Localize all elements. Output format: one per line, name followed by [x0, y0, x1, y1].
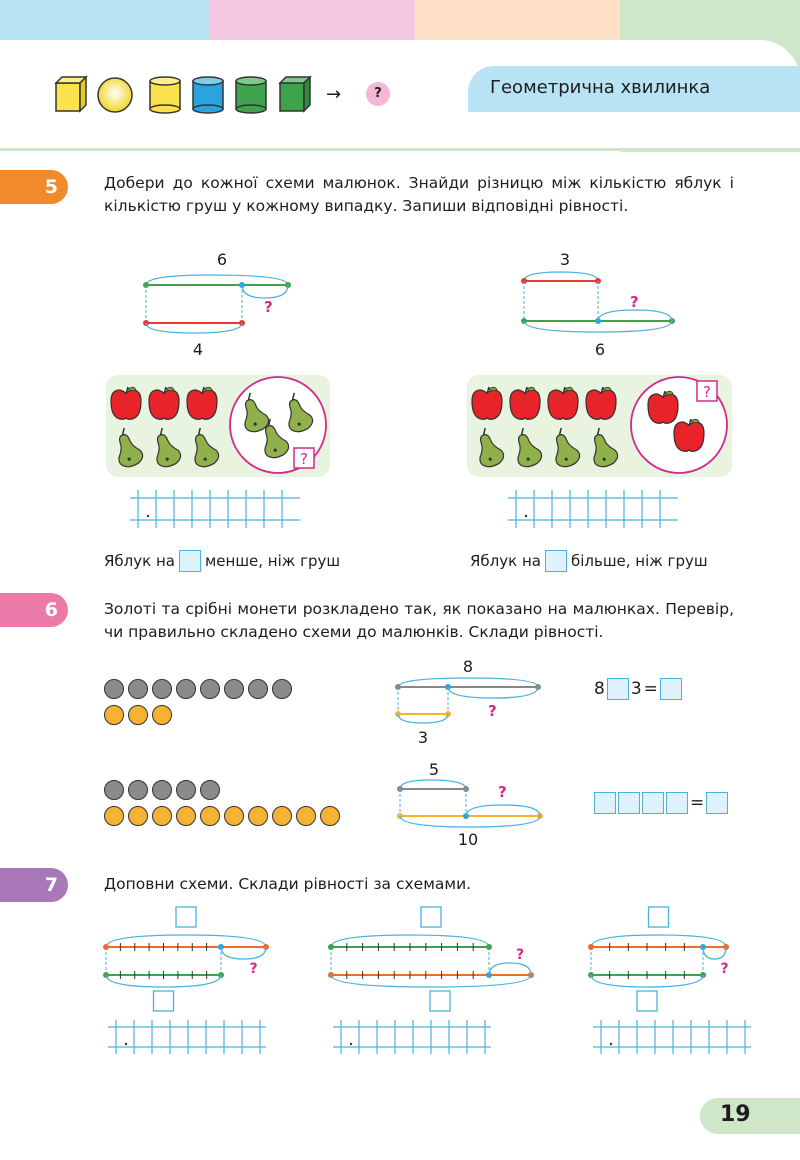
silver-coin	[128, 780, 148, 800]
gold-coin	[176, 806, 196, 826]
eq2-equals: =	[690, 793, 705, 813]
task6-row1-bottom: 3	[417, 728, 429, 747]
task7-scheme-3	[585, 905, 800, 1015]
task5-scheme-left	[130, 270, 330, 350]
cube-yellow-icon	[56, 77, 86, 111]
caption-left-start: Яблук на	[104, 552, 175, 570]
task6-row1-equation	[594, 678, 682, 700]
gold-coin	[152, 705, 172, 725]
task7-answer-grid-1[interactable]	[108, 1020, 268, 1056]
gold-coin	[128, 705, 148, 725]
gold-coin	[104, 806, 124, 826]
eq2-box-1[interactable]	[594, 792, 616, 814]
header-strip-blue	[0, 0, 210, 42]
apples-pears-left	[106, 375, 330, 477]
caption-right-answer-box[interactable]	[545, 550, 567, 572]
task6-row2-question: ?	[498, 783, 507, 801]
task7-question: ?	[249, 961, 258, 977]
gold-coin	[296, 806, 316, 826]
eq2-box-3[interactable]	[642, 792, 664, 814]
task7-question: ?	[516, 947, 525, 963]
task6-row2-gold-coins	[104, 806, 340, 826]
task5-left-box-question: ?	[300, 450, 308, 468]
task5-right-question: ?	[630, 293, 639, 311]
eq1-a: 8	[594, 679, 605, 699]
task7-text: Доповни схеми. Склади рівності за схемами.	[104, 875, 472, 893]
header-strip-pink	[210, 0, 415, 42]
task5-right-top-value: 3	[559, 250, 571, 269]
eq2-result-box[interactable]	[706, 792, 728, 814]
section-title: Геометрична хвилинка	[490, 77, 711, 98]
caption-left-answer-box[interactable]	[179, 550, 201, 572]
silver-coin	[104, 679, 124, 699]
task5-fruit-box-right	[467, 375, 732, 477]
task5-caption-right	[470, 550, 708, 572]
silver-coin	[248, 679, 268, 699]
header-divider	[0, 148, 800, 151]
eq1-equals: =	[643, 679, 658, 699]
silver-coin	[176, 780, 196, 800]
silver-coin	[200, 780, 220, 800]
cylinder-blue-icon	[193, 77, 223, 113]
task6-row2-silver-coins	[104, 780, 220, 800]
task5-answer-grid-right[interactable]	[508, 490, 683, 530]
cylinder-green-icon	[236, 77, 266, 113]
task6-scheme-row2	[390, 778, 560, 838]
task7-bottom-box	[430, 991, 450, 1011]
task6-row2-bottom: 10	[457, 830, 479, 849]
task7-top-box	[421, 907, 441, 927]
task5-text: Добери до кожної схеми малюнок. Знайди різницю між кількістю яблук і кількістю груш у кожному випадку. Запиши відповідні рівності.	[104, 174, 734, 215]
task7-bottom-box	[637, 991, 657, 1011]
task6-row2-top: 5	[428, 760, 440, 779]
task-number-5: 5	[0, 170, 68, 204]
eq1-b: 3	[630, 679, 642, 699]
task6-row1-question: ?	[488, 702, 497, 720]
task7-bottom-box	[154, 991, 174, 1011]
page-number-tab	[700, 1098, 800, 1134]
task7-question: ?	[720, 961, 729, 977]
arrow-right-icon: →	[326, 84, 342, 105]
silver-coin	[152, 780, 172, 800]
gold-coin	[224, 806, 244, 826]
task5-right-bottom-value: 6	[594, 340, 606, 359]
task5-left-bottom-value: 4	[192, 340, 204, 359]
task-number-7: 7	[0, 868, 68, 902]
eq2-box-2[interactable]	[618, 792, 640, 814]
apples-pears-right	[467, 375, 732, 477]
gold-coin	[152, 806, 172, 826]
task5-scheme-right	[510, 270, 710, 350]
task6-row1-gold-coins	[104, 705, 172, 725]
silver-coin	[272, 679, 292, 699]
silver-coin	[128, 679, 148, 699]
task5-fruit-box-left	[106, 375, 330, 477]
gold-coin	[248, 806, 268, 826]
page-number: 19	[720, 1102, 751, 1127]
gold-coin	[200, 806, 220, 826]
caption-left-end: менше, ніж груш	[204, 552, 341, 570]
gold-coin	[104, 705, 124, 725]
header-strip-peach	[415, 0, 625, 42]
task6-row1-silver-coins	[104, 679, 292, 699]
silver-coin	[224, 679, 244, 699]
task5-left-question: ?	[264, 298, 273, 316]
gold-coin	[272, 806, 292, 826]
caption-right-start: Яблук на	[470, 552, 541, 570]
cylinder-yellow-icon	[150, 77, 180, 113]
question-circle: ?	[366, 82, 390, 106]
gold-coin	[320, 806, 340, 826]
task6-scheme-row1	[388, 676, 558, 736]
eq1-sign-box[interactable]	[607, 678, 629, 700]
eq2-box-4[interactable]	[666, 792, 688, 814]
caption-right-end: більше, ніж груш	[570, 552, 708, 570]
task7-answer-grid-3[interactable]	[593, 1020, 753, 1056]
task-number-6: 6	[0, 593, 68, 627]
gold-coin	[128, 806, 148, 826]
task6-row2-equation	[594, 792, 728, 814]
task5-right-box-question: ?	[703, 383, 711, 401]
task6-text: Золоті та срібні монети розкладено так, як показано на малюнках. Перевір, чи правильно складено схеми до малюнків. Склади рівності.	[104, 600, 734, 641]
silver-coin	[176, 679, 196, 699]
cube-green-icon	[280, 77, 310, 111]
task7-top-box	[649, 907, 669, 927]
task7-scheme-2	[325, 905, 555, 1015]
task5-answer-grid-left[interactable]	[130, 490, 305, 530]
silver-coin	[104, 780, 124, 800]
silver-coin	[200, 679, 220, 699]
task7-top-box	[176, 907, 196, 927]
silver-coin	[152, 679, 172, 699]
task7-answer-grid-2[interactable]	[333, 1020, 493, 1056]
task7-scheme-1	[100, 905, 330, 1015]
eq1-result-box[interactable]	[660, 678, 682, 700]
task5-caption-left	[104, 550, 340, 572]
section-title-tab	[468, 66, 800, 112]
task5-left-top-value: 6	[216, 250, 228, 269]
ball-yellow-icon	[98, 78, 132, 112]
task6-row1-top: 8	[462, 657, 474, 676]
